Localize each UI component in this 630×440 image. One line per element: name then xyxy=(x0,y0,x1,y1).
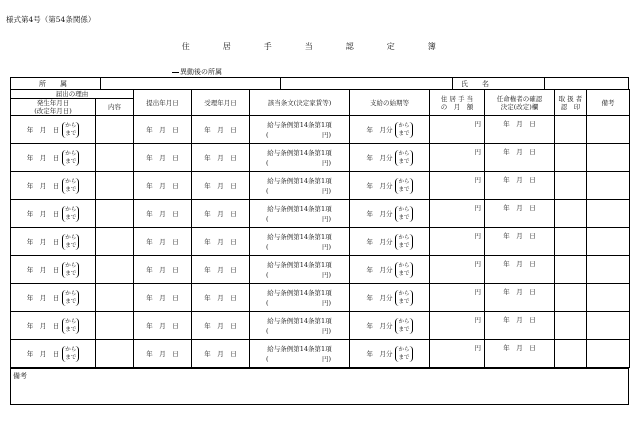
from-text: から xyxy=(65,234,77,241)
handler-seal-cell[interactable] xyxy=(555,312,587,340)
month-text: 年 月分 xyxy=(366,209,393,218)
occurrence-date-line2: (改定年月日) xyxy=(34,107,72,115)
to-text: まで xyxy=(65,130,77,137)
article-line2 xyxy=(250,298,349,308)
start-payment-cell[interactable] xyxy=(350,256,430,284)
article-line2 xyxy=(250,158,349,168)
from-to-brace xyxy=(62,206,79,222)
date-text: 年 月 日 xyxy=(204,126,237,134)
date-text: 年 月 日 xyxy=(26,321,60,330)
from-to-brace xyxy=(395,234,412,250)
monthly-amount-cell[interactable] xyxy=(430,200,485,228)
start-payment-header: 支給の始期等 xyxy=(350,90,430,116)
from-to-brace xyxy=(62,178,79,194)
month-text: 年 月分 xyxy=(366,125,393,134)
article-line2 xyxy=(250,326,349,336)
article-line1: 給与条例第14条第1項 xyxy=(267,176,332,185)
confirm-date-text: 年 月 日 xyxy=(503,288,536,296)
to-text: まで xyxy=(398,270,410,277)
date-text: 年 月 日 xyxy=(146,154,179,162)
received-date-cell[interactable] xyxy=(192,144,250,172)
from-text: から xyxy=(65,206,77,213)
date-text: 年 月 日 xyxy=(204,266,237,274)
article-cell[interactable] xyxy=(250,312,350,340)
confirm-date-text: 年 月 日 xyxy=(503,204,536,212)
start-payment-cell[interactable] xyxy=(350,228,430,256)
paren-open: ( xyxy=(266,270,269,279)
appointer-confirm-cell[interactable] xyxy=(485,172,555,200)
handler-seal-cell[interactable] xyxy=(555,284,587,312)
table-row xyxy=(11,228,630,256)
date-text: 年 月 日 xyxy=(146,210,179,218)
article-cell[interactable] xyxy=(250,200,350,228)
monthly-amount-cell[interactable] xyxy=(430,172,485,200)
date-text: 年 月 日 xyxy=(26,125,60,134)
table-row xyxy=(11,116,630,144)
from-text: から xyxy=(65,150,77,157)
monthly-amount-cell[interactable] xyxy=(430,312,485,340)
content-header: 内容 xyxy=(96,99,134,116)
date-text: 年 月 日 xyxy=(26,237,60,246)
date-text: 年 月 日 xyxy=(26,265,60,274)
month-text: 年 月分 xyxy=(366,349,393,358)
to-text: まで xyxy=(398,186,410,193)
yen-text: 円 xyxy=(474,148,481,156)
month-text: 年 月分 xyxy=(366,181,393,190)
monthly-amount-cell[interactable] xyxy=(430,256,485,284)
date-text: 年 月 日 xyxy=(204,322,237,330)
from-to-brace xyxy=(62,290,79,306)
remarks-cell[interactable] xyxy=(587,144,630,172)
content-cell[interactable] xyxy=(96,144,134,172)
from-text: から xyxy=(65,318,77,325)
after-transfer-leader xyxy=(172,72,179,73)
occurrence-date-cell[interactable] xyxy=(11,312,96,340)
remarks-cell[interactable] xyxy=(587,256,630,284)
occurrence-date-cell[interactable] xyxy=(11,256,96,284)
remarks-header: 備考 xyxy=(587,90,630,116)
occurrence-date-cell[interactable] xyxy=(11,200,96,228)
from-to-brace xyxy=(395,178,412,194)
date-text: 年 月 日 xyxy=(146,182,179,190)
handler-seal-cell[interactable] xyxy=(555,256,587,284)
appointer-confirm-cell[interactable] xyxy=(485,312,555,340)
article-line1: 給与条例第14条第1項 xyxy=(267,344,332,353)
submitted-date-cell[interactable] xyxy=(134,228,192,256)
remarks-label: 備考 xyxy=(13,372,27,380)
received-date-cell[interactable] xyxy=(192,340,250,368)
from-text: から xyxy=(398,262,410,269)
occurrence-date-cell[interactable] xyxy=(11,228,96,256)
from-text: から xyxy=(398,234,410,241)
remarks-cell[interactable] xyxy=(587,116,630,144)
submitted-date-header: 提出年月日 xyxy=(134,90,192,116)
to-text: まで xyxy=(398,326,410,333)
article-cell[interactable] xyxy=(250,144,350,172)
monthly-amount-cell[interactable] xyxy=(430,144,485,172)
month-text: 年 月分 xyxy=(366,321,393,330)
submitted-date-cell[interactable] xyxy=(134,144,192,172)
handler-seal-cell[interactable] xyxy=(555,228,587,256)
to-text: まで xyxy=(65,214,77,221)
handler-line2: 認 印 xyxy=(560,102,581,111)
received-date-header: 受理年月日 xyxy=(192,90,250,116)
submitted-date-cell[interactable] xyxy=(134,116,192,144)
to-text: まで xyxy=(65,354,77,361)
affiliation-label: 所 属 xyxy=(11,78,101,90)
yen-text: 円 xyxy=(474,260,481,268)
from-text: から xyxy=(65,346,77,353)
to-text: まで xyxy=(398,242,410,249)
article-line2 xyxy=(250,130,349,140)
received-date-cell[interactable] xyxy=(192,312,250,340)
paren-yen: 円) xyxy=(321,354,331,363)
from-to-brace xyxy=(395,262,412,278)
monthly-amount-cell[interactable] xyxy=(430,116,485,144)
confirm-date-text: 年 月 日 xyxy=(503,232,536,240)
table-row xyxy=(11,200,630,228)
paren-yen: 円) xyxy=(321,186,331,195)
received-date-cell[interactable] xyxy=(192,256,250,284)
occurrence-date-cell[interactable] xyxy=(11,340,96,368)
confirm-date-text: 年 月 日 xyxy=(503,148,536,156)
yen-text: 円 xyxy=(474,176,481,184)
name-label: 氏 名 xyxy=(453,78,545,90)
article-line2 xyxy=(250,186,349,196)
remarks-cell[interactable] xyxy=(587,200,630,228)
to-text: まで xyxy=(65,242,77,249)
month-text: 年 月分 xyxy=(366,265,393,274)
date-text: 年 月 日 xyxy=(204,154,237,162)
date-text: 年 月 日 xyxy=(204,210,237,218)
paren-open: ( xyxy=(266,242,269,251)
table-body xyxy=(11,116,630,368)
from-to-brace xyxy=(62,262,79,278)
submitted-date-cell[interactable] xyxy=(134,312,192,340)
to-text: まで xyxy=(398,298,410,305)
monthly-amount-cell[interactable] xyxy=(430,340,485,368)
from-to-brace xyxy=(62,318,79,334)
from-text: から xyxy=(65,262,77,269)
yen-text: 円 xyxy=(474,316,481,324)
content-cell[interactable] xyxy=(96,284,134,312)
handler-seal-cell[interactable] xyxy=(555,172,587,200)
yen-text: 円 xyxy=(474,120,481,128)
paren-yen: 円) xyxy=(321,242,331,251)
certification-table xyxy=(10,89,630,368)
to-text: まで xyxy=(65,326,77,333)
date-text: 年 月 日 xyxy=(204,294,237,302)
date-text: 年 月 日 xyxy=(26,349,60,358)
remarks-cell[interactable] xyxy=(587,228,630,256)
appointer-line2: 決定(改定)欄 xyxy=(500,102,539,111)
from-to-brace xyxy=(395,206,412,222)
received-date-cell[interactable] xyxy=(192,200,250,228)
content-cell[interactable] xyxy=(96,116,134,144)
submitted-date-cell[interactable] xyxy=(134,200,192,228)
from-text: から xyxy=(398,290,410,297)
date-text: 年 月 日 xyxy=(204,238,237,246)
table-row xyxy=(11,284,630,312)
content-cell[interactable] xyxy=(96,256,134,284)
from-text: から xyxy=(398,122,410,129)
table-row xyxy=(11,256,630,284)
date-text: 年 月 日 xyxy=(146,126,179,134)
start-payment-cell[interactable] xyxy=(350,116,430,144)
to-text: まで xyxy=(398,130,410,137)
article-cell[interactable] xyxy=(250,228,350,256)
from-to-brace xyxy=(395,290,412,306)
to-text: まで xyxy=(398,214,410,221)
to-text: まで xyxy=(398,354,410,361)
monthly-amount-cell[interactable] xyxy=(430,228,485,256)
remarks-cell[interactable] xyxy=(587,340,630,368)
date-text: 年 月 日 xyxy=(204,350,237,358)
monthly-amount-line1: 住 居 手 当 xyxy=(440,94,474,103)
article-line1: 給与条例第14条第1項 xyxy=(267,288,332,297)
article-header: 該当条文(決定家賃等) xyxy=(250,90,350,116)
submitted-date-cell[interactable] xyxy=(134,172,192,200)
content-cell[interactable] xyxy=(96,340,134,368)
from-text: から xyxy=(65,178,77,185)
from-text: から xyxy=(398,346,410,353)
received-date-cell[interactable] xyxy=(192,284,250,312)
paren-open: ( xyxy=(266,214,269,223)
paren-open: ( xyxy=(266,326,269,335)
handler-seal-cell[interactable] xyxy=(555,144,587,172)
appointer-confirm-cell[interactable] xyxy=(485,284,555,312)
occurrence-date-header xyxy=(11,99,96,116)
date-text: 年 月 日 xyxy=(26,153,60,162)
from-to-brace xyxy=(62,150,79,166)
article-line2 xyxy=(250,354,349,364)
date-text: 年 月 日 xyxy=(26,293,60,302)
appointer-line1: 任命権者の確認 xyxy=(496,94,543,103)
month-text: 年 月分 xyxy=(366,153,393,162)
paren-yen: 円) xyxy=(321,270,331,279)
from-to-brace xyxy=(62,234,79,250)
page-title: 住 居 手 当 認 定 簿 xyxy=(181,42,449,51)
appointer-confirm-cell[interactable] xyxy=(485,256,555,284)
date-text: 年 月 日 xyxy=(146,322,179,330)
appointer-confirm-cell[interactable] xyxy=(485,144,555,172)
from-to-brace xyxy=(395,122,412,138)
monthly-amount-cell[interactable] xyxy=(430,284,485,312)
form-reference: 様式第4号（第54条関係） xyxy=(6,15,96,24)
confirm-date-text: 年 月 日 xyxy=(503,176,536,184)
confirm-date-text: 年 月 日 xyxy=(503,260,536,268)
to-text: まで xyxy=(65,158,77,165)
to-text: まで xyxy=(398,158,410,165)
from-to-brace xyxy=(395,346,412,362)
monthly-amount-header xyxy=(430,90,485,116)
content-cell[interactable] xyxy=(96,228,134,256)
submitted-date-cell[interactable] xyxy=(134,284,192,312)
handler-seal-cell[interactable] xyxy=(555,116,587,144)
from-to-brace xyxy=(395,318,412,334)
from-to-brace xyxy=(395,150,412,166)
confirm-date-text: 年 月 日 xyxy=(503,316,536,324)
month-text: 年 月分 xyxy=(366,293,393,302)
article-line2 xyxy=(250,214,349,224)
table-row xyxy=(11,312,630,340)
article-line1: 給与条例第14条第1項 xyxy=(267,148,332,157)
yen-text: 円 xyxy=(474,204,481,212)
to-text: まで xyxy=(65,298,77,305)
from-to-brace xyxy=(62,346,79,362)
start-payment-cell[interactable] xyxy=(350,340,430,368)
date-text: 年 月 日 xyxy=(26,181,60,190)
table-row xyxy=(11,340,630,368)
received-date-cell[interactable] xyxy=(192,228,250,256)
remarks-cell[interactable] xyxy=(587,284,630,312)
content-cell[interactable] xyxy=(96,200,134,228)
article-line1: 給与条例第14条第1項 xyxy=(267,120,332,129)
occurrence-date-cell[interactable] xyxy=(11,116,96,144)
from-text: から xyxy=(65,122,77,129)
table-row xyxy=(11,172,630,200)
appointer-header xyxy=(485,90,555,116)
to-text: まで xyxy=(65,270,77,277)
from-text: から xyxy=(398,206,410,213)
appointer-confirm-cell[interactable] xyxy=(485,340,555,368)
paren-open: ( xyxy=(266,158,269,167)
confirm-date-text: 年 月 日 xyxy=(503,344,536,352)
date-text: 年 月 日 xyxy=(146,350,179,358)
occurrence-date-cell[interactable] xyxy=(11,284,96,312)
yen-text: 円 xyxy=(474,288,481,296)
received-date-cell[interactable] xyxy=(192,172,250,200)
submitted-date-cell[interactable] xyxy=(134,340,192,368)
date-text: 年 月 日 xyxy=(146,238,179,246)
article-line2 xyxy=(250,242,349,252)
article-cell[interactable] xyxy=(250,172,350,200)
start-payment-cell[interactable] xyxy=(350,144,430,172)
start-payment-cell[interactable] xyxy=(350,200,430,228)
date-text: 年 月 日 xyxy=(146,266,179,274)
start-payment-cell[interactable] xyxy=(350,172,430,200)
received-date-cell[interactable] xyxy=(192,116,250,144)
content-cell[interactable] xyxy=(96,312,134,340)
remarks-box[interactable] xyxy=(10,368,629,405)
article-cell[interactable] xyxy=(250,284,350,312)
article-line2 xyxy=(250,270,349,280)
yen-text: 円 xyxy=(474,344,481,352)
article-cell[interactable] xyxy=(250,116,350,144)
from-text: から xyxy=(398,318,410,325)
to-text: まで xyxy=(65,186,77,193)
remarks-cell[interactable] xyxy=(587,172,630,200)
table-row xyxy=(11,144,630,172)
paren-yen: 円) xyxy=(321,326,331,335)
yen-text: 円 xyxy=(474,232,481,240)
handler-line1: 取 扱 者 xyxy=(558,94,583,103)
reason-group-header: 届出の理由 xyxy=(11,90,134,99)
month-text: 年 月分 xyxy=(366,237,393,246)
confirm-date-text: 年 月 日 xyxy=(503,120,536,128)
after-transfer-label: 異動後の所属 xyxy=(180,68,222,76)
monthly-amount-line2: の 月 額 xyxy=(440,102,474,111)
article-line1: 給与条例第14条第1項 xyxy=(267,260,332,269)
paren-yen: 円) xyxy=(321,298,331,307)
paren-open: ( xyxy=(266,298,269,307)
paren-yen: 円) xyxy=(321,130,331,139)
date-text: 年 月 日 xyxy=(146,294,179,302)
from-text: から xyxy=(398,150,410,157)
paren-open: ( xyxy=(266,186,269,195)
from-to-brace xyxy=(62,122,79,138)
paren-yen: 円) xyxy=(321,214,331,223)
appointer-confirm-cell[interactable] xyxy=(485,200,555,228)
article-line1: 給与条例第14条第1項 xyxy=(267,232,332,241)
content-cell[interactable] xyxy=(96,172,134,200)
article-cell[interactable] xyxy=(250,340,350,368)
occurrence-date-line1: 発生年月日 xyxy=(36,99,70,107)
article-cell[interactable] xyxy=(250,256,350,284)
remarks-cell[interactable] xyxy=(587,312,630,340)
date-text: 年 月 日 xyxy=(204,182,237,190)
handler-seal-cell[interactable] xyxy=(555,340,587,368)
paren-open: ( xyxy=(266,130,269,139)
date-text: 年 月 日 xyxy=(26,209,60,218)
article-line1: 給与条例第14条第1項 xyxy=(267,316,332,325)
paren-yen: 円) xyxy=(321,158,331,167)
start-payment-cell[interactable] xyxy=(350,312,430,340)
handler-header xyxy=(555,90,587,116)
occurrence-date-cell[interactable] xyxy=(11,144,96,172)
from-text: から xyxy=(398,178,410,185)
occurrence-date-cell[interactable] xyxy=(11,172,96,200)
article-line1: 給与条例第14条第1項 xyxy=(267,204,332,213)
handler-seal-cell[interactable] xyxy=(555,200,587,228)
paren-open: ( xyxy=(266,354,269,363)
start-payment-cell[interactable] xyxy=(350,284,430,312)
from-text: から xyxy=(65,290,77,297)
appointer-confirm-cell[interactable] xyxy=(485,228,555,256)
submitted-date-cell[interactable] xyxy=(134,256,192,284)
appointer-confirm-cell[interactable] xyxy=(485,116,555,144)
